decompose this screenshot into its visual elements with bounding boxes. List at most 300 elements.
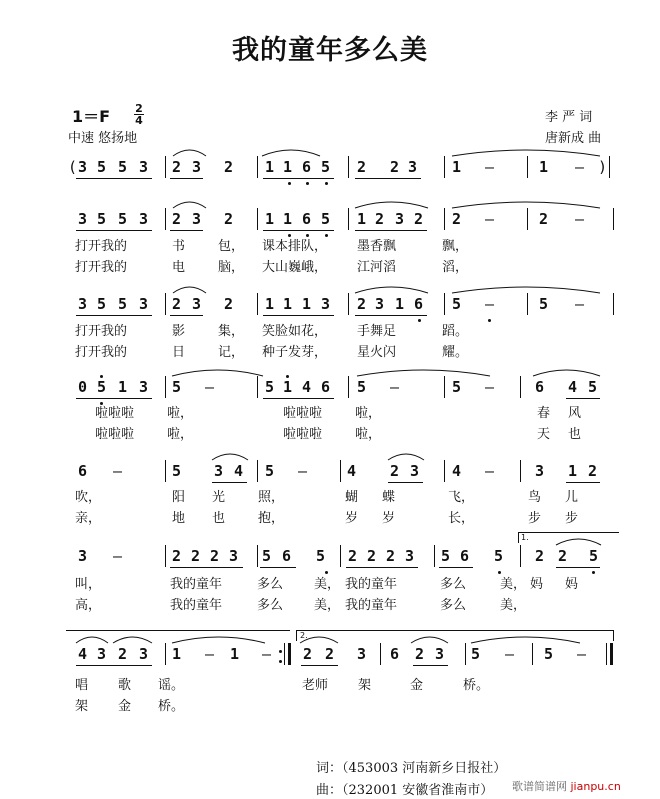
barline bbox=[520, 460, 521, 482]
extension-dash: – bbox=[575, 158, 585, 176]
note: 2 bbox=[172, 210, 182, 228]
note: 5 bbox=[441, 547, 451, 565]
watermark-url: jianpu.cn bbox=[570, 780, 621, 793]
note: 4 bbox=[302, 378, 312, 396]
note: 2 bbox=[224, 158, 234, 176]
note: 5 bbox=[452, 378, 462, 396]
slur bbox=[533, 370, 600, 376]
barline bbox=[165, 376, 166, 398]
lyric-2: 星火闪 bbox=[357, 345, 397, 360]
note: 2 bbox=[224, 295, 234, 313]
lyric-1: 啦啦啦 bbox=[95, 406, 135, 421]
lyric-1: 啦， bbox=[167, 406, 194, 421]
note: 5 bbox=[321, 210, 331, 228]
octave-dot-high bbox=[100, 375, 103, 378]
repeat-dot bbox=[279, 660, 282, 663]
lyric-2: 也 bbox=[212, 511, 226, 526]
extension-dash: – bbox=[575, 295, 585, 313]
lyric-1: 我的童年 bbox=[170, 577, 223, 592]
slur bbox=[357, 370, 490, 376]
barline bbox=[165, 545, 166, 567]
note: 5 bbox=[452, 295, 462, 313]
barline bbox=[465, 643, 466, 665]
beam-underline bbox=[263, 398, 334, 399]
octave-dot-low bbox=[418, 319, 421, 322]
beam-underline bbox=[76, 315, 152, 316]
note: 5 bbox=[265, 378, 275, 396]
note: 5 bbox=[494, 547, 504, 565]
barline bbox=[348, 376, 349, 398]
lyric-2: 大山巍峨， bbox=[262, 260, 328, 275]
note: 5 bbox=[357, 378, 367, 396]
barline bbox=[257, 545, 258, 567]
note: 1 bbox=[265, 158, 275, 176]
note: 6 bbox=[321, 378, 331, 396]
notation-row bbox=[0, 547, 660, 573]
key-signature: 1＝F bbox=[72, 107, 111, 126]
note: 3 bbox=[192, 158, 202, 176]
lyric-1: 美， bbox=[314, 577, 341, 592]
beam-underline bbox=[413, 665, 448, 666]
lyric-2: 多么 bbox=[440, 598, 467, 613]
note: 2 bbox=[539, 210, 549, 228]
lyric-1: 飘， bbox=[442, 239, 469, 254]
note: 2 bbox=[390, 158, 400, 176]
lyric-2: 架 bbox=[75, 699, 89, 714]
beam-underline bbox=[76, 178, 152, 179]
beam-underline bbox=[76, 398, 152, 399]
note: 0 bbox=[78, 378, 88, 396]
lyric-2: 种子发芽， bbox=[262, 345, 328, 360]
note: 6 bbox=[302, 210, 312, 228]
beam-underline bbox=[346, 567, 418, 568]
lyric-1: 蝶 bbox=[382, 490, 396, 505]
barline bbox=[257, 293, 258, 315]
notation-row bbox=[0, 295, 660, 321]
note: 3 bbox=[78, 210, 88, 228]
note: 5 bbox=[118, 295, 128, 313]
beam-underline bbox=[260, 567, 296, 568]
lyric-2: 美， bbox=[314, 598, 341, 613]
note: 2 bbox=[535, 547, 545, 565]
watermark bbox=[512, 778, 621, 794]
volta-1-label: 1. bbox=[521, 533, 529, 542]
octave-dot-low bbox=[488, 319, 491, 322]
song-title: 我的童年多么美 bbox=[232, 35, 428, 66]
note: 5 bbox=[262, 547, 272, 565]
note: 5 bbox=[97, 158, 107, 176]
note: 3 bbox=[395, 210, 405, 228]
lyric-1: 照， bbox=[258, 490, 285, 505]
note: 3 bbox=[192, 210, 202, 228]
note: 5 bbox=[97, 210, 107, 228]
note: 5 bbox=[265, 462, 275, 480]
beam-underline bbox=[439, 567, 473, 568]
beam-underline bbox=[76, 230, 152, 231]
intro-paren-close: ) bbox=[598, 158, 608, 176]
note: 3 bbox=[139, 210, 149, 228]
note: 3 bbox=[139, 158, 149, 176]
octave-dot-low bbox=[592, 571, 595, 574]
note: 2 bbox=[558, 547, 568, 565]
note: 6 bbox=[460, 547, 470, 565]
lyric-1: 打开我的 bbox=[75, 239, 128, 254]
note: 5 bbox=[172, 462, 182, 480]
barline bbox=[257, 156, 258, 178]
note: 2 bbox=[172, 547, 182, 565]
notation-row bbox=[0, 462, 660, 488]
note: 3 bbox=[229, 547, 239, 565]
note: 3 bbox=[375, 295, 385, 313]
barline bbox=[165, 156, 166, 178]
extension-dash: – bbox=[113, 547, 123, 565]
lyric-1: 谣。 bbox=[158, 678, 185, 693]
barline bbox=[165, 208, 166, 230]
beam-underline bbox=[355, 230, 427, 231]
lyric-2: 脑， bbox=[218, 260, 245, 275]
lyric-1: 啦， bbox=[355, 406, 382, 421]
note: 2 bbox=[414, 210, 424, 228]
lyric-2: 江河滔 bbox=[357, 260, 397, 275]
extension-dash: – bbox=[485, 210, 495, 228]
note: 5 bbox=[588, 378, 598, 396]
lyric-2: 打开我的 bbox=[75, 345, 128, 360]
beam-underline bbox=[263, 178, 334, 179]
note: 2 bbox=[303, 645, 313, 663]
footer-ci: 词：（453003 河南新乡日报社） bbox=[316, 761, 507, 776]
note: 2 bbox=[367, 547, 377, 565]
lyric-2: 岁 bbox=[345, 511, 359, 526]
beam-underline bbox=[388, 482, 423, 483]
note: 2 bbox=[452, 210, 462, 228]
lyric-1: 美， bbox=[500, 577, 527, 592]
barline bbox=[434, 545, 435, 567]
slur bbox=[262, 150, 320, 156]
lyric-1: 多么 bbox=[257, 577, 284, 592]
note: 6 bbox=[302, 158, 312, 176]
barline bbox=[257, 208, 258, 230]
notation-row bbox=[0, 158, 660, 184]
slur bbox=[113, 637, 152, 643]
note: 1 bbox=[395, 295, 405, 313]
note: 1 bbox=[283, 295, 293, 313]
lyric-1: 蝴 bbox=[345, 490, 359, 505]
barline bbox=[613, 208, 614, 230]
slur bbox=[212, 454, 248, 460]
beam-underline bbox=[301, 665, 338, 666]
lyric-1: 阳 bbox=[172, 490, 186, 505]
barline bbox=[165, 643, 166, 665]
barline bbox=[520, 376, 521, 398]
lyric-1: 多么 bbox=[440, 577, 467, 592]
beam-underline bbox=[556, 567, 600, 568]
beam-underline bbox=[263, 230, 334, 231]
lyric-1: 吹， bbox=[75, 490, 102, 505]
note: 2 bbox=[348, 547, 358, 565]
note: 5 bbox=[97, 295, 107, 313]
lyric-2: 抱， bbox=[258, 511, 285, 526]
lyric-2: 桥。 bbox=[158, 699, 185, 714]
lyric-1: 课本排队， bbox=[262, 239, 328, 254]
barline bbox=[165, 293, 166, 315]
barline bbox=[527, 208, 528, 230]
time-signature bbox=[133, 103, 145, 126]
note: 1 bbox=[283, 210, 293, 228]
lyric-2: 步 bbox=[565, 511, 579, 526]
lyric-2: 岁 bbox=[382, 511, 396, 526]
note: 2 bbox=[390, 462, 400, 480]
lyric-2: 也 bbox=[568, 427, 582, 442]
note: 3 bbox=[97, 645, 107, 663]
slur bbox=[173, 150, 206, 156]
lyric-2: 长， bbox=[448, 511, 475, 526]
barline bbox=[257, 376, 258, 398]
note: 2 bbox=[191, 547, 201, 565]
lyric-1: 集， bbox=[218, 324, 245, 339]
barline bbox=[257, 460, 258, 482]
lyric-2: 多么 bbox=[257, 598, 284, 613]
volta-2-bracket bbox=[296, 630, 614, 641]
note: 3 bbox=[357, 645, 367, 663]
barline bbox=[520, 545, 521, 567]
note: 3 bbox=[139, 378, 149, 396]
note: 1 bbox=[568, 462, 578, 480]
note: 1 bbox=[265, 210, 275, 228]
slur bbox=[76, 637, 108, 643]
barline bbox=[444, 156, 445, 178]
lyric-2: 我的童年 bbox=[345, 598, 398, 613]
notation-row bbox=[0, 210, 660, 236]
lyric-1: 啦啦啦 bbox=[283, 406, 323, 421]
barline bbox=[527, 156, 528, 178]
note: 3 bbox=[78, 547, 88, 565]
note: 5 bbox=[544, 645, 554, 663]
lyric-1: 我的童年 bbox=[345, 577, 398, 592]
lyric-1: 妈 bbox=[530, 577, 544, 592]
time-sig-top: 2 bbox=[135, 102, 143, 115]
lyric-1: 光 bbox=[212, 490, 226, 505]
slur bbox=[172, 637, 265, 643]
lyric-1: 鸟 bbox=[528, 490, 542, 505]
lyric-2: 电 bbox=[172, 260, 186, 275]
note: 1 bbox=[357, 210, 367, 228]
extension-dash: – bbox=[262, 645, 272, 663]
beam-underline bbox=[263, 315, 334, 316]
extension-dash: – bbox=[390, 378, 400, 396]
extension-dash: – bbox=[577, 645, 587, 663]
barline bbox=[340, 460, 341, 482]
composer-credit: 唐新成 曲 bbox=[545, 131, 602, 146]
note: 5 bbox=[118, 158, 128, 176]
lyric-2: 耀。 bbox=[442, 345, 469, 360]
lyricist-credit: 李 严 词 bbox=[545, 110, 593, 125]
slur bbox=[355, 202, 428, 208]
extension-dash: – bbox=[205, 645, 215, 663]
lyric-2: 打开我的 bbox=[75, 260, 128, 275]
extension-dash: – bbox=[113, 462, 123, 480]
note: 4 bbox=[568, 378, 578, 396]
note: 6 bbox=[390, 645, 400, 663]
note: 3 bbox=[139, 295, 149, 313]
octave-dot-low bbox=[288, 182, 291, 185]
extension-dash: – bbox=[485, 378, 495, 396]
note: 3 bbox=[78, 295, 88, 313]
note: 4 bbox=[234, 462, 244, 480]
beam-underline bbox=[76, 665, 152, 666]
note: 5 bbox=[539, 295, 549, 313]
lyric-2: 我的童年 bbox=[170, 598, 223, 613]
lyric-1: 笑脸如花， bbox=[262, 324, 328, 339]
volta-1-continuation bbox=[66, 630, 290, 631]
note: 3 bbox=[139, 645, 149, 663]
lyric-2: 啦， bbox=[355, 427, 382, 442]
note: 5 bbox=[471, 645, 481, 663]
lyric-1: 金 bbox=[410, 678, 424, 693]
slur bbox=[452, 287, 600, 293]
note: 1 bbox=[283, 378, 293, 396]
note: 3 bbox=[192, 295, 202, 313]
lyric-1: 风 bbox=[568, 406, 582, 421]
octave-dot-low bbox=[325, 182, 328, 185]
note: 3 bbox=[435, 645, 445, 663]
note: 6 bbox=[414, 295, 424, 313]
lyric-1: 包， bbox=[218, 239, 245, 254]
note: 1 bbox=[118, 378, 128, 396]
slur bbox=[452, 202, 600, 208]
intro-paren-open: ( bbox=[68, 158, 78, 176]
notation-row bbox=[0, 645, 660, 671]
note: 2 bbox=[172, 158, 182, 176]
note: 2 bbox=[172, 295, 182, 313]
slur bbox=[388, 454, 424, 460]
lyric-1: 歌 bbox=[118, 678, 132, 693]
barline bbox=[348, 293, 349, 315]
beam-underline bbox=[170, 315, 203, 316]
barline bbox=[348, 208, 349, 230]
lyric-2: 步 bbox=[528, 511, 542, 526]
lyric-1: 儿 bbox=[565, 490, 579, 505]
lyric-1: 书 bbox=[172, 239, 186, 254]
note: 2 bbox=[118, 645, 128, 663]
extension-dash: – bbox=[485, 158, 495, 176]
note: 4 bbox=[78, 645, 88, 663]
lyric-2: 啦啦啦 bbox=[95, 427, 135, 442]
slur bbox=[172, 370, 263, 376]
octave-dot-high bbox=[286, 375, 289, 378]
note: 5 bbox=[97, 378, 107, 396]
extension-dash: – bbox=[485, 295, 495, 313]
lyric-2: 滔， bbox=[442, 260, 469, 275]
barline bbox=[532, 643, 533, 665]
note: 5 bbox=[316, 547, 326, 565]
beam-underline bbox=[170, 567, 243, 568]
lyric-1: 打开我的 bbox=[75, 324, 128, 339]
lyric-2: 天 bbox=[537, 427, 551, 442]
lyric-2: 地 bbox=[172, 511, 186, 526]
repeat-dot bbox=[279, 650, 282, 653]
note: 1 bbox=[302, 295, 312, 313]
note: 1 bbox=[265, 295, 275, 313]
volta-1-bracket bbox=[518, 532, 619, 543]
beam-underline bbox=[566, 398, 600, 399]
beam-underline bbox=[355, 178, 421, 179]
note: 1 bbox=[283, 158, 293, 176]
barline bbox=[444, 293, 445, 315]
extension-dash: – bbox=[298, 462, 308, 480]
note: 5 bbox=[118, 210, 128, 228]
slur bbox=[355, 287, 428, 293]
note: 2 bbox=[325, 645, 335, 663]
repeat-barline bbox=[284, 643, 291, 665]
lyric-1: 蹈。 bbox=[442, 324, 469, 339]
slur bbox=[173, 287, 206, 293]
note: 3 bbox=[410, 462, 420, 480]
lyric-1: 妈 bbox=[565, 577, 579, 592]
extension-dash: – bbox=[575, 210, 585, 228]
lyric-1: 老师 bbox=[302, 678, 329, 693]
note: 5 bbox=[172, 378, 182, 396]
lyric-1: 春 bbox=[537, 406, 551, 421]
note: 3 bbox=[408, 158, 418, 176]
note: 5 bbox=[321, 158, 331, 176]
barline bbox=[444, 460, 445, 482]
lyric-1: 叫， bbox=[75, 577, 102, 592]
barline bbox=[527, 293, 528, 315]
note: 6 bbox=[535, 378, 545, 396]
note: 2 bbox=[224, 210, 234, 228]
note: 6 bbox=[282, 547, 292, 565]
note: 3 bbox=[535, 462, 545, 480]
lyric-2: 美， bbox=[500, 598, 527, 613]
slur bbox=[452, 150, 600, 156]
note: 3 bbox=[321, 295, 331, 313]
barline bbox=[165, 460, 166, 482]
barline bbox=[348, 156, 349, 178]
watermark-site: 歌谱简谱网 bbox=[512, 780, 567, 793]
lyric-1: 唱 bbox=[75, 678, 89, 693]
beam-underline bbox=[355, 315, 427, 316]
beam-underline bbox=[212, 482, 247, 483]
note: 2 bbox=[588, 462, 598, 480]
note: 1 bbox=[230, 645, 240, 663]
time-sig-bottom: 4 bbox=[135, 114, 143, 127]
extension-dash: – bbox=[485, 462, 495, 480]
intro-barline bbox=[609, 156, 610, 178]
volta-2-label: 2. bbox=[300, 631, 308, 640]
tempo-marking: 中速 悠扬地 bbox=[68, 131, 138, 146]
note: 1 bbox=[172, 645, 182, 663]
extension-dash: – bbox=[505, 645, 515, 663]
barline bbox=[613, 293, 614, 315]
note: 3 bbox=[214, 462, 224, 480]
barline bbox=[444, 376, 445, 398]
beam-underline bbox=[170, 230, 203, 231]
final-barline bbox=[606, 643, 613, 665]
note: 2 bbox=[415, 645, 425, 663]
footer-qu: 曲：（232001 安徽省淮南市） bbox=[316, 783, 494, 798]
beam-underline bbox=[170, 178, 203, 179]
note: 3 bbox=[78, 158, 88, 176]
lyric-1: 飞， bbox=[448, 490, 475, 505]
note: 5 bbox=[589, 547, 599, 565]
extension-dash: – bbox=[205, 378, 215, 396]
note: 6 bbox=[78, 462, 88, 480]
note: 4 bbox=[347, 462, 357, 480]
notation-row bbox=[0, 378, 660, 404]
octave-dot-low bbox=[306, 182, 309, 185]
lyric-2: 记， bbox=[218, 345, 245, 360]
beam-underline bbox=[566, 482, 600, 483]
